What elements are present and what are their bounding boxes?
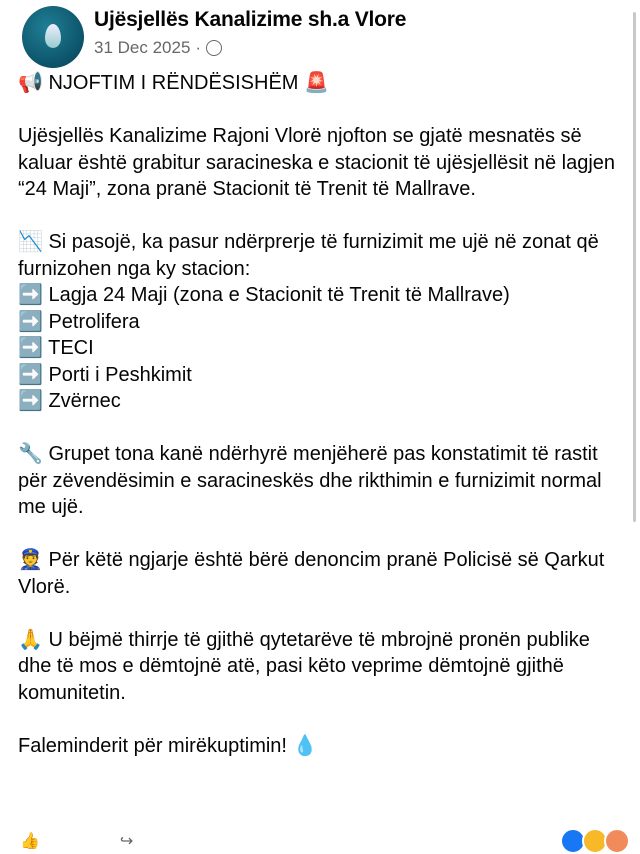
paragraph-2-intro: 📉 Si pasojë, ka pasur ndërprerje të furnizimit me ujë në zonat që furnizohen nga ky stacion:	[18, 231, 599, 280]
share-icon[interactable]: ↪	[119, 833, 134, 850]
area-item: ➡️ TECI	[18, 337, 94, 359]
area-item: ➡️ Petrolifera	[18, 310, 140, 333]
author-name[interactable]: Ujësjellës Kanalizime sh.a Vlore	[94, 8, 407, 31]
paragraph-3: 🔧 Grupet tona kanë ndërhyrë menjëherë pas konstatimit të rastit për zëvendësimin e saracineskës dhe rikthimin e furnizimit normal me ujë.	[18, 443, 602, 518]
closing-line: Faleminderit për mirëkuptimin! 💧	[18, 734, 318, 757]
reaction-summary[interactable]	[564, 828, 630, 854]
separator: ·	[195, 38, 202, 57]
logo-drop-icon	[45, 24, 61, 48]
area-item: ➡️ Zvërnec	[18, 390, 121, 412]
post-body	[18, 70, 618, 759]
post-date[interactable]: 31 Dec 2025	[94, 38, 191, 57]
reaction-bar	[20, 828, 630, 854]
post-title: 📢 NJOFTIM I RËNDËSISHËM 🚨	[18, 72, 329, 94]
scrollbar[interactable]	[633, 12, 636, 522]
globe-icon	[206, 40, 222, 56]
like-icon[interactable]: 👍	[20, 833, 40, 850]
paragraph-4: 👮 Për këtë ngjarje është bërë denoncim pranë Policisë së Qarkut Vlorë.	[18, 549, 605, 598]
paragraph-1: Ujësjellës Kanalizime Rajoni Vlorë njofton se gjatë mesnatës së kaluar është grabitur saracineska e stacionit të ujësjellësit në lagjen “24 Maji”, zona pranë Stacionit të Trenit të Mallrave.	[18, 125, 616, 200]
area-item: ➡️ Lagja 24 Maji (zona e Stacionit të Trenit të Mallrave)	[18, 284, 510, 306]
page-avatar[interactable]	[22, 6, 84, 68]
area-item: ➡️ Porti i Peshkimit	[18, 363, 192, 386]
post-header	[22, 6, 406, 68]
paragraph-5: 🙏 U bëjmë thirrje të gjithë qytetarëve të mbrojnë pronën publike dhe të mos e dëmtojnë atë, pasi këto veprime dëmtojnë gjithë komunitetin.	[18, 628, 590, 704]
care-reaction-icon	[604, 828, 630, 854]
